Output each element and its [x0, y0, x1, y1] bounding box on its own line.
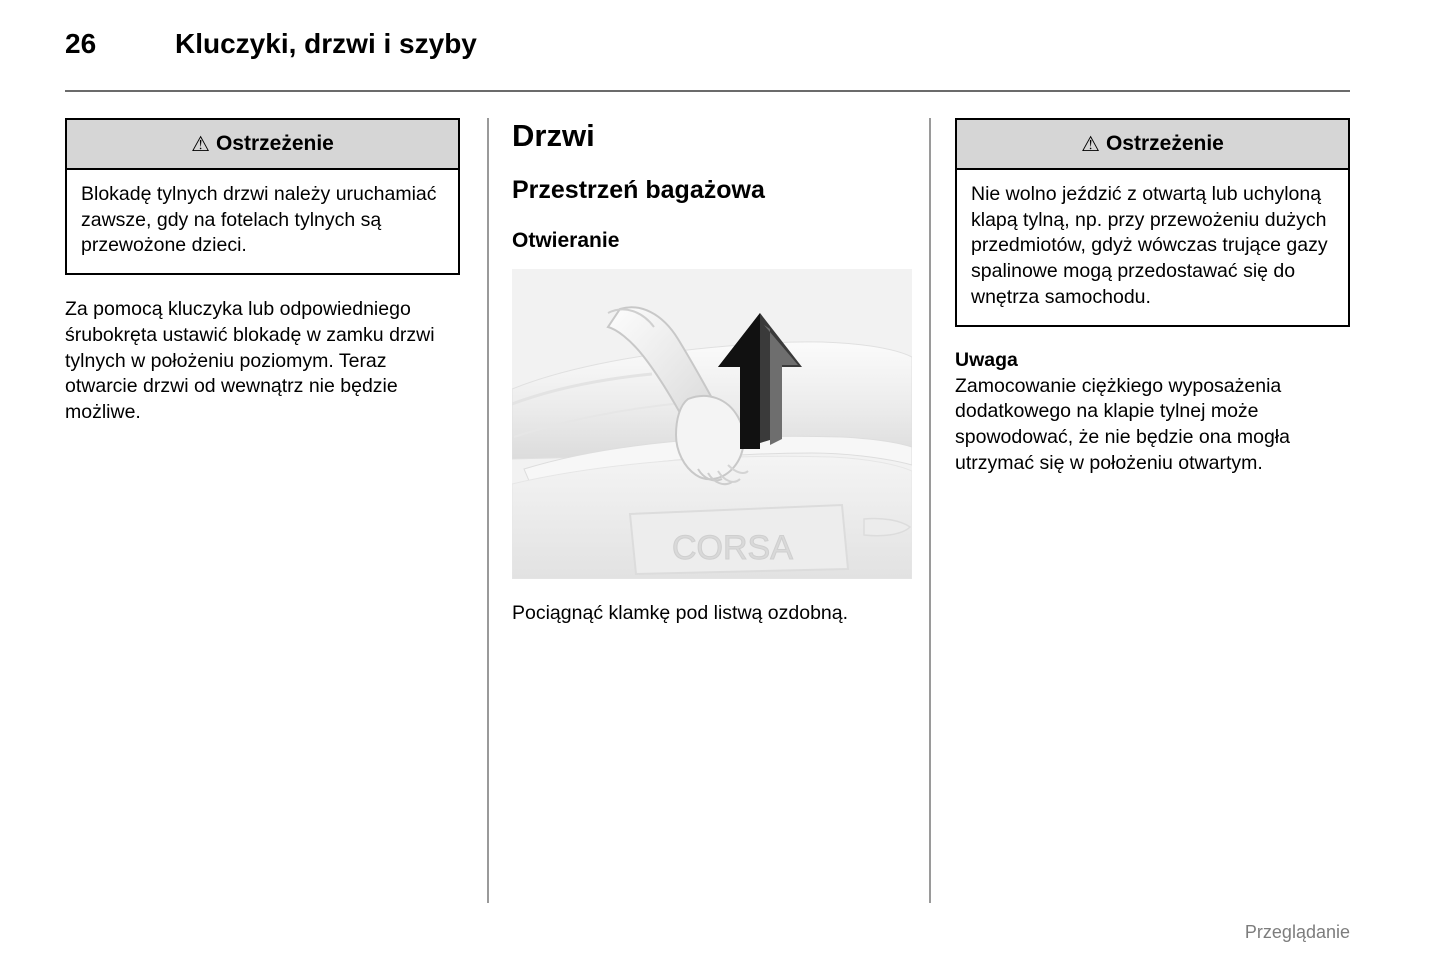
- note-title: Uwaga: [955, 348, 1018, 371]
- chapter-title: Drzwi: [512, 118, 595, 153]
- warning-box-body: Blokadę tylnych drzwi należy uruchamiać zawsze, gdy na fotelach tylnych są przewożone dzieci.: [81, 183, 437, 257]
- column-right: [955, 118, 1350, 493]
- column-left: [65, 118, 460, 442]
- warning-box-body: Nie wolno jeździć z otwartą lub uchyloną klapą tylną, np. przy przewożeniu dużych przedmiotów, gdyż wówczas trujące gazy spalinowe mogą przedostawać się do wnętrza samochodu.: [971, 183, 1328, 308]
- column-divider-right: [929, 118, 931, 903]
- warning-box-title: Ostrzeżenie: [1105, 132, 1224, 155]
- column-divider-left: [487, 118, 489, 903]
- page-header: [65, 28, 1350, 86]
- warning-box-header: [957, 120, 1348, 170]
- footer-label: Przeglądanie: [1244, 922, 1350, 942]
- column-center: [512, 118, 912, 643]
- header-divider: [65, 90, 1350, 92]
- section-title: Przestrzeń bagażowa: [512, 176, 765, 204]
- page-number: 26: [65, 28, 97, 59]
- tailgate-handle-illustration: [512, 269, 912, 579]
- warning-box-header: [67, 120, 458, 170]
- warning-box-title: Ostrzeżenie: [215, 132, 334, 155]
- subsection-title: Otwieranie: [512, 229, 620, 252]
- corsa-badge-text: CORSA: [672, 529, 793, 567]
- left-paragraph: Za pomocą kluczyka lub odpowiedniego śrubokręta ustawić blokadę w zamku drzwi tylnych w położeniu poziomym. Teraz otwarcie drzwi od wewnątrz nie będzie możliwe.: [65, 298, 435, 424]
- warning-box-left: [65, 118, 460, 275]
- figure-caption: Pociągnąć klamkę pod listwą ozdobną.: [512, 602, 849, 624]
- note-body: Zamocowanie ciężkiego wyposażenia dodatkowego na klapie tylnej może spowodować, że nie będzie ona mogła utrzymać się w położeniu otwartym.: [955, 374, 1290, 474]
- warning-triangle-icon: ⚠: [1081, 132, 1100, 156]
- page-title: Kluczyki, drzwi i szyby: [175, 28, 477, 59]
- warning-box-right: [955, 118, 1350, 327]
- warning-triangle-icon: ⚠: [191, 132, 210, 156]
